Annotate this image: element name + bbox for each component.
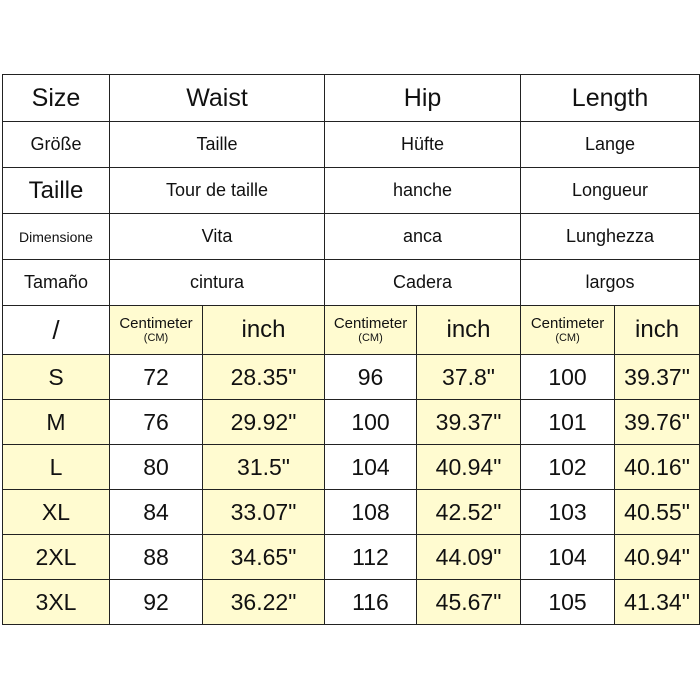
waist-cm-label: Centimeter (119, 314, 193, 332)
waist-cm-unit (110, 306, 203, 355)
waist-inch-cell: 28.35" (203, 355, 325, 400)
waist-inch-unit: inch (203, 306, 325, 355)
hip-cm-label: Centimeter (333, 314, 408, 332)
table-row (3, 580, 700, 625)
waist-inch-cell: 34.65" (203, 535, 325, 580)
size-label-spanish: Tamaño (3, 260, 110, 306)
header-waist: Waist (110, 75, 325, 122)
hip-inch-cell: 44.09" (417, 535, 521, 580)
length-cm-cell: 105 (521, 580, 615, 625)
length-label-french: Longueur (521, 168, 700, 214)
length-inch-unit: inch (615, 306, 700, 355)
size-cell: L (3, 445, 110, 490)
size-cell: 2XL (3, 535, 110, 580)
translation-row-german (3, 122, 700, 168)
waist-label-french: Tour de taille (110, 168, 325, 214)
waist-cm-cell: 92 (110, 580, 203, 625)
hip-inch-cell: 37.8" (417, 355, 521, 400)
header-length: Length (521, 75, 700, 122)
waist-cm-cell: 72 (110, 355, 203, 400)
size-cell: XL (3, 490, 110, 535)
size-cell: M (3, 400, 110, 445)
length-label-german: Lange (521, 122, 700, 168)
length-inch-cell: 40.55" (615, 490, 700, 535)
waist-cm-cell: 80 (110, 445, 203, 490)
hip-cm-sub: (CM) (358, 331, 383, 344)
translation-row-italian (3, 214, 700, 260)
waist-label-italian: Vita (110, 214, 325, 260)
size-cell: 3XL (3, 580, 110, 625)
length-cm-cell: 104 (521, 535, 615, 580)
hip-cm-cell: 96 (325, 355, 417, 400)
translation-row-spanish (3, 260, 700, 306)
length-label-spanish: largos (521, 260, 700, 306)
length-cm-cell: 100 (521, 355, 615, 400)
hip-label-spanish: Cadera (325, 260, 521, 306)
size-cell: S (3, 355, 110, 400)
waist-inch-cell: 31.5" (203, 445, 325, 490)
hip-inch-cell: 42.52" (417, 490, 521, 535)
hip-inch-cell: 40.94" (417, 445, 521, 490)
hip-label-italian: anca (325, 214, 521, 260)
size-label-german: Größe (3, 122, 110, 168)
length-cm-unit (521, 306, 615, 355)
waist-cm-sub: (CM) (143, 331, 169, 344)
hip-cm-cell: 112 (325, 535, 417, 580)
length-inch-cell: 41.34" (615, 580, 700, 625)
hip-label-french: hanche (325, 168, 521, 214)
size-label-italian: Dimensione (3, 214, 110, 260)
waist-inch-cell: 29.92" (203, 400, 325, 445)
header-size: Size (3, 75, 110, 122)
length-inch-cell: 39.76" (615, 400, 700, 445)
table-row (3, 535, 700, 580)
hip-label-german: Hüfte (325, 122, 521, 168)
waist-label-spanish: cintura (110, 260, 325, 306)
length-cm-sub: (CM) (555, 331, 580, 344)
length-cm-cell: 103 (521, 490, 615, 535)
header-row (3, 75, 700, 122)
length-inch-cell: 39.37" (615, 355, 700, 400)
unit-slash: / (3, 306, 110, 355)
size-label-french: Taille (3, 168, 110, 214)
header-hip: Hip (325, 75, 521, 122)
hip-inch-unit: inch (417, 306, 521, 355)
waist-cm-cell: 84 (110, 490, 203, 535)
size-chart-table (2, 74, 700, 625)
length-cm-label: Centimeter (530, 314, 605, 332)
waist-cm-cell: 76 (110, 400, 203, 445)
length-inch-cell: 40.94" (615, 535, 700, 580)
hip-cm-cell: 104 (325, 445, 417, 490)
hip-inch-cell: 39.37" (417, 400, 521, 445)
hip-cm-cell: 116 (325, 580, 417, 625)
table-row (3, 445, 700, 490)
waist-inch-cell: 33.07" (203, 490, 325, 535)
length-inch-cell: 40.16" (615, 445, 700, 490)
length-label-italian: Lunghezza (521, 214, 700, 260)
hip-inch-cell: 45.67" (417, 580, 521, 625)
length-cm-cell: 102 (521, 445, 615, 490)
table-row (3, 355, 700, 400)
unit-row (3, 306, 700, 355)
waist-cm-cell: 88 (110, 535, 203, 580)
hip-cm-unit (325, 306, 417, 355)
waist-inch-cell: 36.22" (203, 580, 325, 625)
table-row (3, 490, 700, 535)
waist-label-german: Taille (110, 122, 325, 168)
length-cm-cell: 101 (521, 400, 615, 445)
hip-cm-cell: 108 (325, 490, 417, 535)
hip-cm-cell: 100 (325, 400, 417, 445)
translation-row-french (3, 168, 700, 214)
table-row (3, 400, 700, 445)
